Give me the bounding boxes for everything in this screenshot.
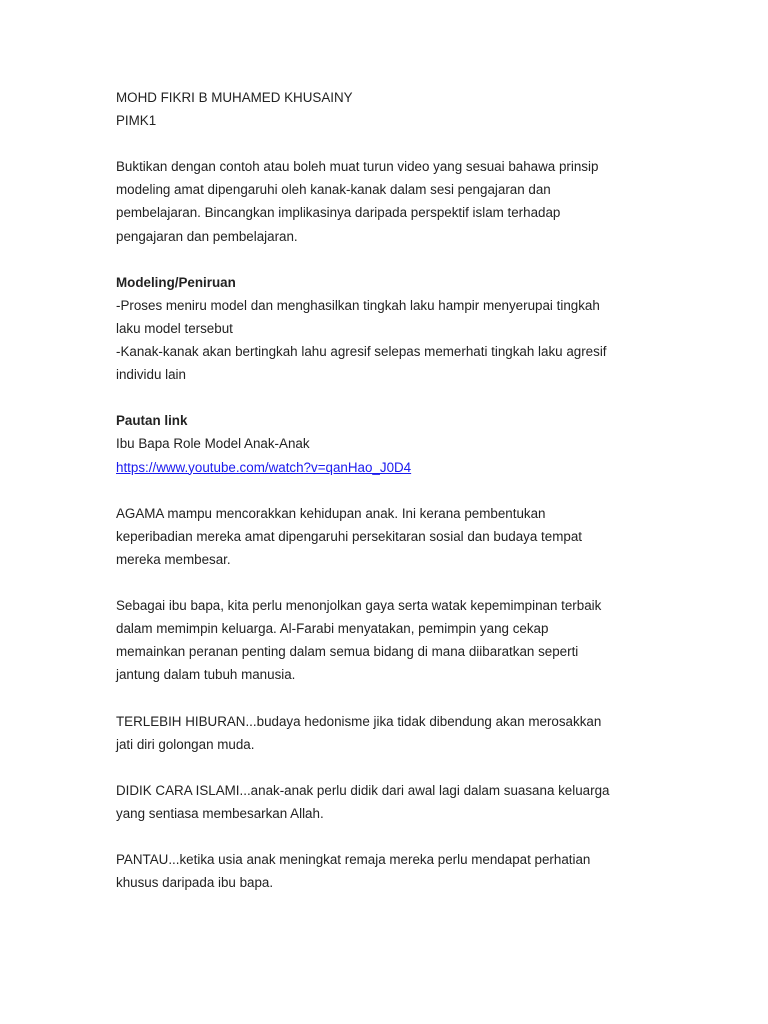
video-link[interactable]: https://www.youtube.com/watch?v=qanHao_J0D4 [116,459,412,475]
question-paragraph [116,155,658,247]
author-name: MOHD FIKRI B MUHAMED KHUSAINY [116,90,353,105]
question-line: pengajaran dan pembelajaran. [116,228,298,244]
paragraph-line: yang sentiasa membesarkan Allah. [116,805,324,821]
question-line: pembelajaran. Bincangkan implikasinya daripada perspektif islam terhadap [116,205,561,221]
paragraph-line: jantung dalam tubuh manusia. [116,667,296,683]
class-code: PIMK1 [116,113,157,129]
body-paragraph [116,502,658,571]
modeling-line: laku model tersebut [116,320,233,336]
question-line: modeling amat dipengaruhi oleh kanak-kanak dalam sesi pengajaran dan [116,182,551,198]
paragraph-line: jati diri golongan muda. [116,736,255,752]
paragraph-line: AGAMA mampu mencorakkan kehidupan anak. Ini kerana pembentukan [116,505,546,521]
link-section [116,409,658,478]
body-paragraph [116,710,658,756]
modeling-section [116,271,658,386]
modeling-line: -Kanak-kanak akan bertingkah lahu agresif selepas memerhati tingkah laku agresif [116,344,607,360]
body-paragraph [116,848,658,894]
header-block [116,86,658,132]
paragraph-line: dalam memimpin keluarga. Al-Farabi menyatakan, pemimpin yang cekap [116,621,549,637]
modeling-heading: Modeling/Peniruan [116,274,236,290]
link-heading: Pautan link [116,413,188,429]
modeling-line: -Proses meniru model dan menghasilkan tingkah laku hampir menyerupai tingkah [116,297,600,313]
paragraph-line: khusus daripada ibu bapa. [116,875,274,891]
body-paragraph [116,594,658,686]
paragraph-line: TERLEBIH HIBURAN...budaya hedonisme jika tidak dibendung akan merosakkan [116,713,602,729]
paragraph-line: DIDIK CARA ISLAMI...anak-anak perlu didik dari awal lagi dalam suasana keluarga [116,782,610,798]
paragraph-line: Sebagai ibu bapa, kita perlu menonjolkan gaya serta watak kepemimpinan terbaik [116,598,602,614]
modeling-line: individu lain [116,367,186,383]
paragraph-line: mereka membesar. [116,551,231,567]
paragraph-line: memainkan peranan penting dalam semua bidang di mana diibaratkan seperti [116,644,579,660]
paragraph-line: keperibadian mereka amat dipengaruhi persekitaran sosial dan budaya tempat [116,528,582,544]
paragraph-line: PANTAU...ketika usia anak meningkat remaja mereka perlu mendapat perhatian [116,852,591,868]
question-line: Buktikan dengan contoh atau boleh muat turun video yang sesuai bahawa prinsip [116,159,599,175]
body-paragraph [116,779,658,825]
video-title: Ibu Bapa Role Model Anak-Anak [116,436,310,452]
